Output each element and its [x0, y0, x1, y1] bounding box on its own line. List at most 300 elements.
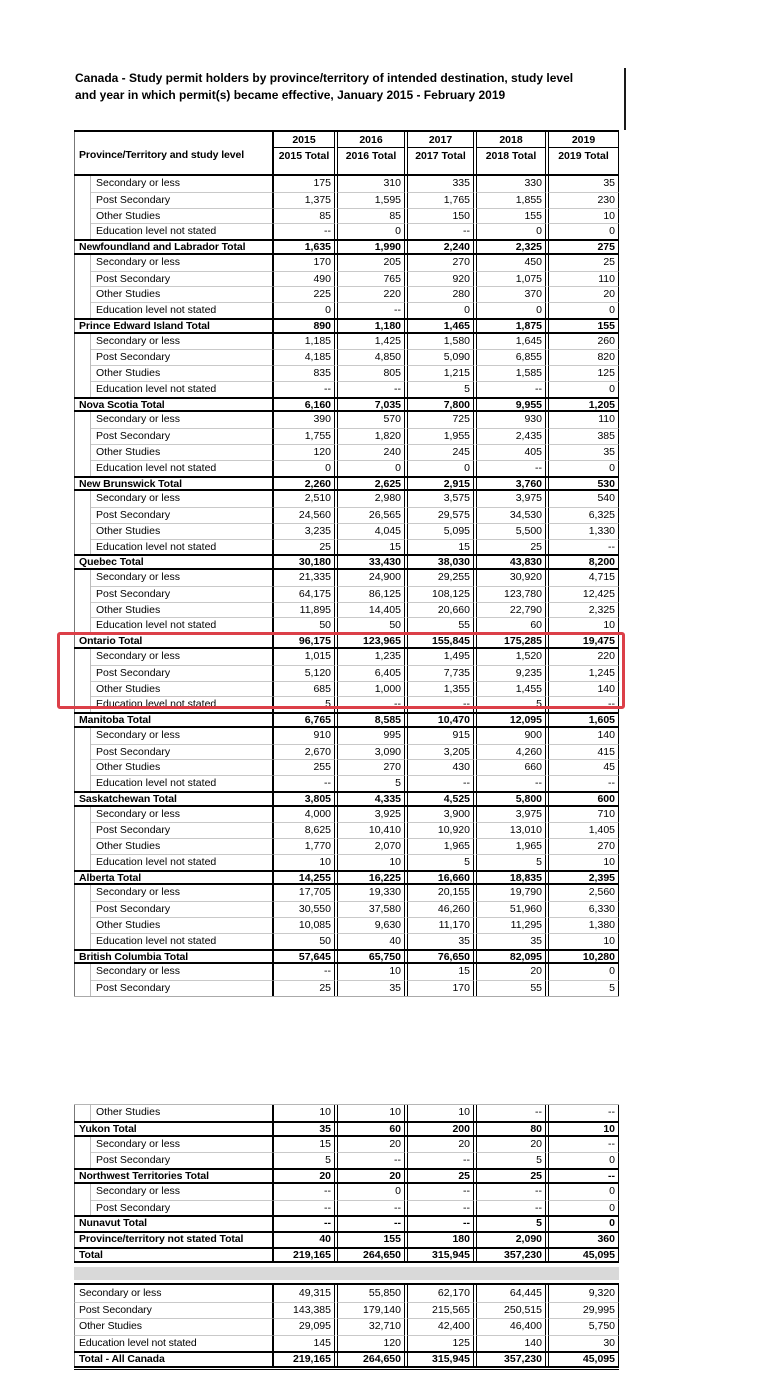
- table-row: [74, 759, 619, 775]
- year-column-header: [407, 132, 474, 174]
- value-cell: 0: [548, 223, 619, 239]
- table-row: [74, 744, 619, 760]
- value-cell: 315,945: [407, 1353, 474, 1366]
- value-cell: 10: [337, 1105, 405, 1121]
- value-cell: 180: [407, 1233, 474, 1247]
- value-cell: 0: [273, 302, 335, 318]
- value-cell: 8,585: [337, 714, 405, 726]
- value-cell: --: [273, 1217, 335, 1231]
- document-title: [75, 70, 623, 104]
- value-cell: 1,765: [407, 192, 474, 208]
- value-cell: 6,405: [337, 665, 405, 681]
- value-cell: 110: [548, 412, 619, 428]
- total-row: [74, 397, 619, 413]
- all-canada-summary-table: [74, 1283, 619, 1370]
- row-label: Secondary or less: [91, 176, 273, 192]
- value-cell: 155,845: [407, 635, 474, 647]
- value-cell: 46,400: [476, 1318, 546, 1335]
- value-cell: 5,500: [476, 523, 546, 539]
- value-cell: 35: [337, 980, 405, 996]
- row-label: Other Studies: [91, 838, 273, 854]
- table-row: [74, 428, 619, 444]
- table-row: [74, 570, 619, 586]
- value-cell: 29,995: [548, 1302, 619, 1319]
- value-cell: 5: [273, 1152, 335, 1168]
- value-cell: 15: [407, 964, 474, 980]
- indent-gutter: [74, 349, 91, 365]
- indent-gutter: [74, 255, 91, 271]
- value-cell: --: [548, 1170, 619, 1182]
- indent-gutter: [74, 286, 91, 302]
- value-cell: 1,495: [407, 649, 474, 665]
- value-cell: 910: [273, 728, 335, 744]
- value-cell: 915: [407, 728, 474, 744]
- table-row: [74, 917, 619, 933]
- value-cell: --: [548, 1137, 619, 1153]
- value-cell: --: [337, 1152, 405, 1168]
- value-cell: 264,650: [337, 1249, 405, 1261]
- value-cell: 25: [273, 980, 335, 996]
- table-row: [74, 728, 619, 744]
- value-cell: --: [548, 696, 619, 712]
- value-cell: 1,875: [476, 320, 546, 332]
- row-label: Education level not stated: [91, 460, 273, 476]
- value-cell: 10,280: [548, 951, 619, 963]
- value-cell: 10: [407, 1105, 474, 1121]
- row-label: Post Secondary: [91, 822, 273, 838]
- value-cell: 8,625: [273, 822, 335, 838]
- table-row: [74, 523, 619, 539]
- table-row: [74, 933, 619, 949]
- value-cell: 16,225: [337, 872, 405, 884]
- value-cell: 20,660: [407, 602, 474, 618]
- value-cell: 143,385: [273, 1302, 335, 1319]
- value-cell: --: [476, 1200, 546, 1216]
- row-label: Education level not stated: [91, 302, 273, 318]
- value-cell: 20: [548, 286, 619, 302]
- value-cell: 21,335: [273, 570, 335, 586]
- indent-gutter: [74, 917, 91, 933]
- value-cell: 155: [337, 1233, 405, 1247]
- value-cell: 6,855: [476, 349, 546, 365]
- value-cell: 18,835: [476, 872, 546, 884]
- value-cell: 3,900: [407, 807, 474, 823]
- value-cell: 2,510: [273, 491, 335, 507]
- value-cell: 108,125: [407, 586, 474, 602]
- value-cell: 370: [476, 286, 546, 302]
- indent-gutter: [74, 1105, 91, 1121]
- table-row: [74, 822, 619, 838]
- value-cell: 835: [273, 365, 335, 381]
- row-label: Secondary or less: [91, 1137, 273, 1153]
- value-cell: 219,165: [273, 1353, 335, 1366]
- value-cell: 82,095: [476, 951, 546, 963]
- indent-gutter: [74, 570, 91, 586]
- value-cell: 0: [476, 223, 546, 239]
- row-label: Secondary or less: [91, 728, 273, 744]
- row-label: Other Studies: [91, 917, 273, 933]
- value-cell: 110: [548, 271, 619, 287]
- indent-gutter: [74, 822, 91, 838]
- value-cell: 29,095: [273, 1318, 335, 1335]
- row-label: Other Studies: [91, 681, 273, 697]
- row-label: Secondary or less: [91, 570, 273, 586]
- value-cell: 86,125: [337, 586, 405, 602]
- value-cell: 275: [548, 241, 619, 253]
- row-label: Secondary or less: [91, 412, 273, 428]
- permits-table-page2: [74, 1104, 619, 1263]
- table-row: [74, 1318, 619, 1335]
- value-cell: 125: [548, 365, 619, 381]
- indent-gutter: [74, 381, 91, 397]
- table-row: [74, 255, 619, 271]
- indent-gutter: [74, 271, 91, 287]
- value-cell: 2,070: [337, 838, 405, 854]
- value-cell: 16,660: [407, 872, 474, 884]
- row-label: Other Studies: [91, 759, 273, 775]
- value-cell: 46,260: [407, 901, 474, 917]
- value-cell: 11,170: [407, 917, 474, 933]
- value-cell: 1,595: [337, 192, 405, 208]
- value-cell: 725: [407, 412, 474, 428]
- value-cell: 5,095: [407, 523, 474, 539]
- value-cell: 357,230: [476, 1249, 546, 1261]
- value-cell: 1,185: [273, 334, 335, 350]
- value-cell: 30,920: [476, 570, 546, 586]
- year-label: 2017: [408, 132, 473, 148]
- row-label: Education level not stated: [91, 381, 273, 397]
- value-cell: 1,425: [337, 334, 405, 350]
- value-cell: 29,255: [407, 570, 474, 586]
- indent-gutter: [74, 681, 91, 697]
- table-row: [74, 460, 619, 476]
- value-cell: 50: [273, 617, 335, 633]
- value-cell: 10: [337, 964, 405, 980]
- value-cell: 220: [548, 649, 619, 665]
- value-cell: 4,850: [337, 349, 405, 365]
- table-row: [74, 964, 619, 980]
- value-cell: 1,205: [548, 399, 619, 411]
- value-cell: 0: [476, 302, 546, 318]
- row-label: Post Secondary: [91, 349, 273, 365]
- value-cell: 5: [476, 696, 546, 712]
- year-column-header: [548, 132, 619, 174]
- value-cell: 155: [476, 208, 546, 224]
- value-cell: 270: [337, 759, 405, 775]
- value-cell: 1,455: [476, 681, 546, 697]
- value-cell: 20: [476, 964, 546, 980]
- value-cell: 3,925: [337, 807, 405, 823]
- year-total-label: 2017 Total: [415, 150, 466, 162]
- indent-gutter: [74, 649, 91, 665]
- table-row: [74, 1184, 619, 1200]
- table-row: [74, 854, 619, 870]
- value-cell: 5: [476, 1217, 546, 1231]
- value-cell: 225: [273, 286, 335, 302]
- indent-gutter: [74, 412, 91, 428]
- value-cell: 1,520: [476, 649, 546, 665]
- value-cell: 14,255: [273, 872, 335, 884]
- value-cell: 57,645: [273, 951, 335, 963]
- value-cell: --: [337, 696, 405, 712]
- row-label: Secondary or less: [91, 649, 273, 665]
- value-cell: 6,325: [548, 507, 619, 523]
- value-cell: 85: [337, 208, 405, 224]
- value-cell: 38,030: [407, 556, 474, 568]
- value-cell: 76,650: [407, 951, 474, 963]
- indent-gutter: [74, 933, 91, 949]
- value-cell: 1,965: [476, 838, 546, 854]
- value-cell: 19,790: [476, 885, 546, 901]
- value-cell: --: [337, 1200, 405, 1216]
- value-cell: 179,140: [337, 1302, 405, 1319]
- row-label: Education level not stated: [91, 696, 273, 712]
- value-cell: 920: [407, 271, 474, 287]
- value-cell: 1,405: [548, 822, 619, 838]
- value-cell: 230: [548, 192, 619, 208]
- value-cell: 890: [273, 320, 335, 332]
- value-cell: 5: [273, 696, 335, 712]
- value-cell: 80: [476, 1123, 546, 1135]
- value-cell: 30,180: [273, 556, 335, 568]
- table-row: [74, 681, 619, 697]
- value-cell: 42,400: [407, 1318, 474, 1335]
- row-label: Other Studies: [91, 523, 273, 539]
- value-cell: 765: [337, 271, 405, 287]
- column-header-province-study-level: Province/Territory and study level: [74, 132, 273, 174]
- row-label: Other Studies: [91, 365, 273, 381]
- indent-gutter: [74, 854, 91, 870]
- value-cell: 2,435: [476, 428, 546, 444]
- value-cell: 330: [476, 176, 546, 192]
- total-row: [74, 318, 619, 334]
- table-row: [74, 412, 619, 428]
- total-row: [74, 1121, 619, 1137]
- indent-gutter: [74, 775, 91, 791]
- total-row: [74, 1351, 619, 1368]
- value-cell: 10: [273, 854, 335, 870]
- value-cell: 0: [548, 964, 619, 980]
- year-label: 2015: [274, 132, 334, 148]
- value-cell: 995: [337, 728, 405, 744]
- value-cell: 140: [548, 681, 619, 697]
- indent-gutter: [74, 365, 91, 381]
- total-row: [74, 554, 619, 570]
- total-row: [74, 239, 619, 255]
- value-cell: 9,955: [476, 399, 546, 411]
- indent-gutter: [74, 617, 91, 633]
- row-label: Alberta Total: [74, 872, 273, 884]
- value-cell: 20: [407, 1137, 474, 1153]
- table-row: [74, 302, 619, 318]
- value-cell: 2,240: [407, 241, 474, 253]
- value-cell: 0: [548, 1217, 619, 1231]
- indent-gutter: [74, 980, 91, 996]
- value-cell: --: [273, 775, 335, 791]
- table-row: [74, 444, 619, 460]
- table-row: [74, 807, 619, 823]
- value-cell: 20,155: [407, 885, 474, 901]
- value-cell: 4,715: [548, 570, 619, 586]
- row-label: Post Secondary: [91, 507, 273, 523]
- value-cell: 120: [337, 1335, 405, 1352]
- value-cell: 24,900: [337, 570, 405, 586]
- table-row: [74, 1137, 619, 1153]
- value-cell: 50: [273, 933, 335, 949]
- value-cell: 5: [548, 980, 619, 996]
- table-body-page2: [74, 1105, 619, 1263]
- value-cell: 1,820: [337, 428, 405, 444]
- value-cell: --: [548, 775, 619, 791]
- value-cell: 1,235: [337, 649, 405, 665]
- row-label: Secondary or less: [91, 807, 273, 823]
- total-row: [74, 1215, 619, 1231]
- value-cell: --: [273, 381, 335, 397]
- value-cell: 2,325: [476, 241, 546, 253]
- value-cell: 2,915: [407, 478, 474, 490]
- value-cell: 220: [337, 286, 405, 302]
- table-row: [74, 586, 619, 602]
- row-label: Education level not stated: [91, 933, 273, 949]
- value-cell: 0: [548, 460, 619, 476]
- value-cell: 11,895: [273, 602, 335, 618]
- value-cell: 4,335: [337, 793, 405, 805]
- value-cell: 5: [407, 854, 474, 870]
- value-cell: 3,235: [273, 523, 335, 539]
- value-cell: 2,980: [337, 491, 405, 507]
- value-cell: 145: [273, 1335, 335, 1352]
- value-cell: 125: [407, 1335, 474, 1352]
- value-cell: 35: [407, 933, 474, 949]
- table-row: [74, 349, 619, 365]
- indent-gutter: [74, 539, 91, 555]
- value-cell: 13,010: [476, 822, 546, 838]
- table-header-row: [74, 130, 619, 176]
- value-cell: 5,750: [548, 1318, 619, 1335]
- value-cell: 30,550: [273, 901, 335, 917]
- value-cell: 10: [548, 933, 619, 949]
- value-cell: 360: [548, 1233, 619, 1247]
- row-label: Post Secondary: [91, 744, 273, 760]
- value-cell: 40: [273, 1233, 335, 1247]
- value-cell: 140: [476, 1335, 546, 1352]
- value-cell: 0: [548, 302, 619, 318]
- year-total-label: 2019 Total: [558, 150, 609, 162]
- row-label: Quebec Total: [74, 556, 273, 568]
- value-cell: 660: [476, 759, 546, 775]
- value-cell: 10,920: [407, 822, 474, 838]
- value-cell: 7,800: [407, 399, 474, 411]
- value-cell: 1,635: [273, 241, 335, 253]
- total-row: [74, 1247, 619, 1263]
- table-row: [74, 1335, 619, 1352]
- table-row: [74, 649, 619, 665]
- value-cell: 530: [548, 478, 619, 490]
- table-row: [74, 1200, 619, 1216]
- year-label: 2019: [549, 132, 618, 148]
- value-cell: --: [476, 775, 546, 791]
- table-row: [74, 1152, 619, 1168]
- value-cell: 4,000: [273, 807, 335, 823]
- value-cell: 2,670: [273, 744, 335, 760]
- value-cell: 45,095: [548, 1353, 619, 1366]
- table-row: [74, 491, 619, 507]
- row-label: Total - All Canada: [74, 1353, 273, 1366]
- year-label: 2016: [338, 132, 404, 148]
- table-row: [74, 775, 619, 791]
- value-cell: 30: [548, 1335, 619, 1352]
- value-cell: 15: [407, 539, 474, 555]
- value-cell: 170: [273, 255, 335, 271]
- value-cell: 260: [548, 334, 619, 350]
- value-cell: 19,330: [337, 885, 405, 901]
- value-cell: 24,560: [273, 507, 335, 523]
- value-cell: --: [337, 302, 405, 318]
- value-cell: 820: [548, 349, 619, 365]
- indent-gutter: [74, 1184, 91, 1200]
- value-cell: 64,445: [476, 1285, 546, 1302]
- value-cell: 55,850: [337, 1285, 405, 1302]
- indent-gutter: [74, 460, 91, 476]
- indent-gutter: [74, 901, 91, 917]
- value-cell: 5: [476, 1152, 546, 1168]
- table-row: [74, 381, 619, 397]
- value-cell: 175,285: [476, 635, 546, 647]
- summary-table-body: [74, 1285, 619, 1368]
- value-cell: --: [273, 964, 335, 980]
- title-line-1: Canada - Study permit holders by province/territory of intended destination, study level: [75, 71, 574, 85]
- value-cell: 123,965: [337, 635, 405, 647]
- value-cell: 20: [476, 1137, 546, 1153]
- section-divider-band: [74, 1267, 619, 1280]
- row-label: Other Studies: [91, 208, 273, 224]
- indent-gutter: [74, 838, 91, 854]
- value-cell: --: [548, 1105, 619, 1121]
- value-cell: 0: [407, 302, 474, 318]
- row-label: Education level not stated: [91, 617, 273, 633]
- value-cell: 280: [407, 286, 474, 302]
- row-label: Post Secondary: [91, 271, 273, 287]
- row-label: Yukon Total: [74, 1123, 273, 1135]
- indent-gutter: [74, 444, 91, 460]
- value-cell: 65,750: [337, 951, 405, 963]
- value-cell: 600: [548, 793, 619, 805]
- value-cell: 55: [407, 617, 474, 633]
- value-cell: 40: [337, 933, 405, 949]
- title-right-border-line: [624, 68, 626, 130]
- table-row: [74, 271, 619, 287]
- value-cell: 35: [548, 176, 619, 192]
- value-cell: 64,175: [273, 586, 335, 602]
- row-label: Education level not stated: [74, 1335, 273, 1352]
- value-cell: 1,990: [337, 241, 405, 253]
- value-cell: 9,235: [476, 665, 546, 681]
- value-cell: 1,180: [337, 320, 405, 332]
- row-label: Education level not stated: [91, 539, 273, 555]
- row-label: Secondary or less: [91, 964, 273, 980]
- value-cell: 270: [407, 255, 474, 271]
- row-label: Post Secondary: [91, 1200, 273, 1216]
- value-cell: 10: [548, 854, 619, 870]
- value-cell: --: [273, 1184, 335, 1200]
- value-cell: 55: [476, 980, 546, 996]
- value-cell: 0: [548, 1152, 619, 1168]
- table-row: [74, 176, 619, 192]
- table-row: [74, 1105, 619, 1121]
- value-cell: 215,565: [407, 1302, 474, 1319]
- value-cell: 3,575: [407, 491, 474, 507]
- value-cell: 1,355: [407, 681, 474, 697]
